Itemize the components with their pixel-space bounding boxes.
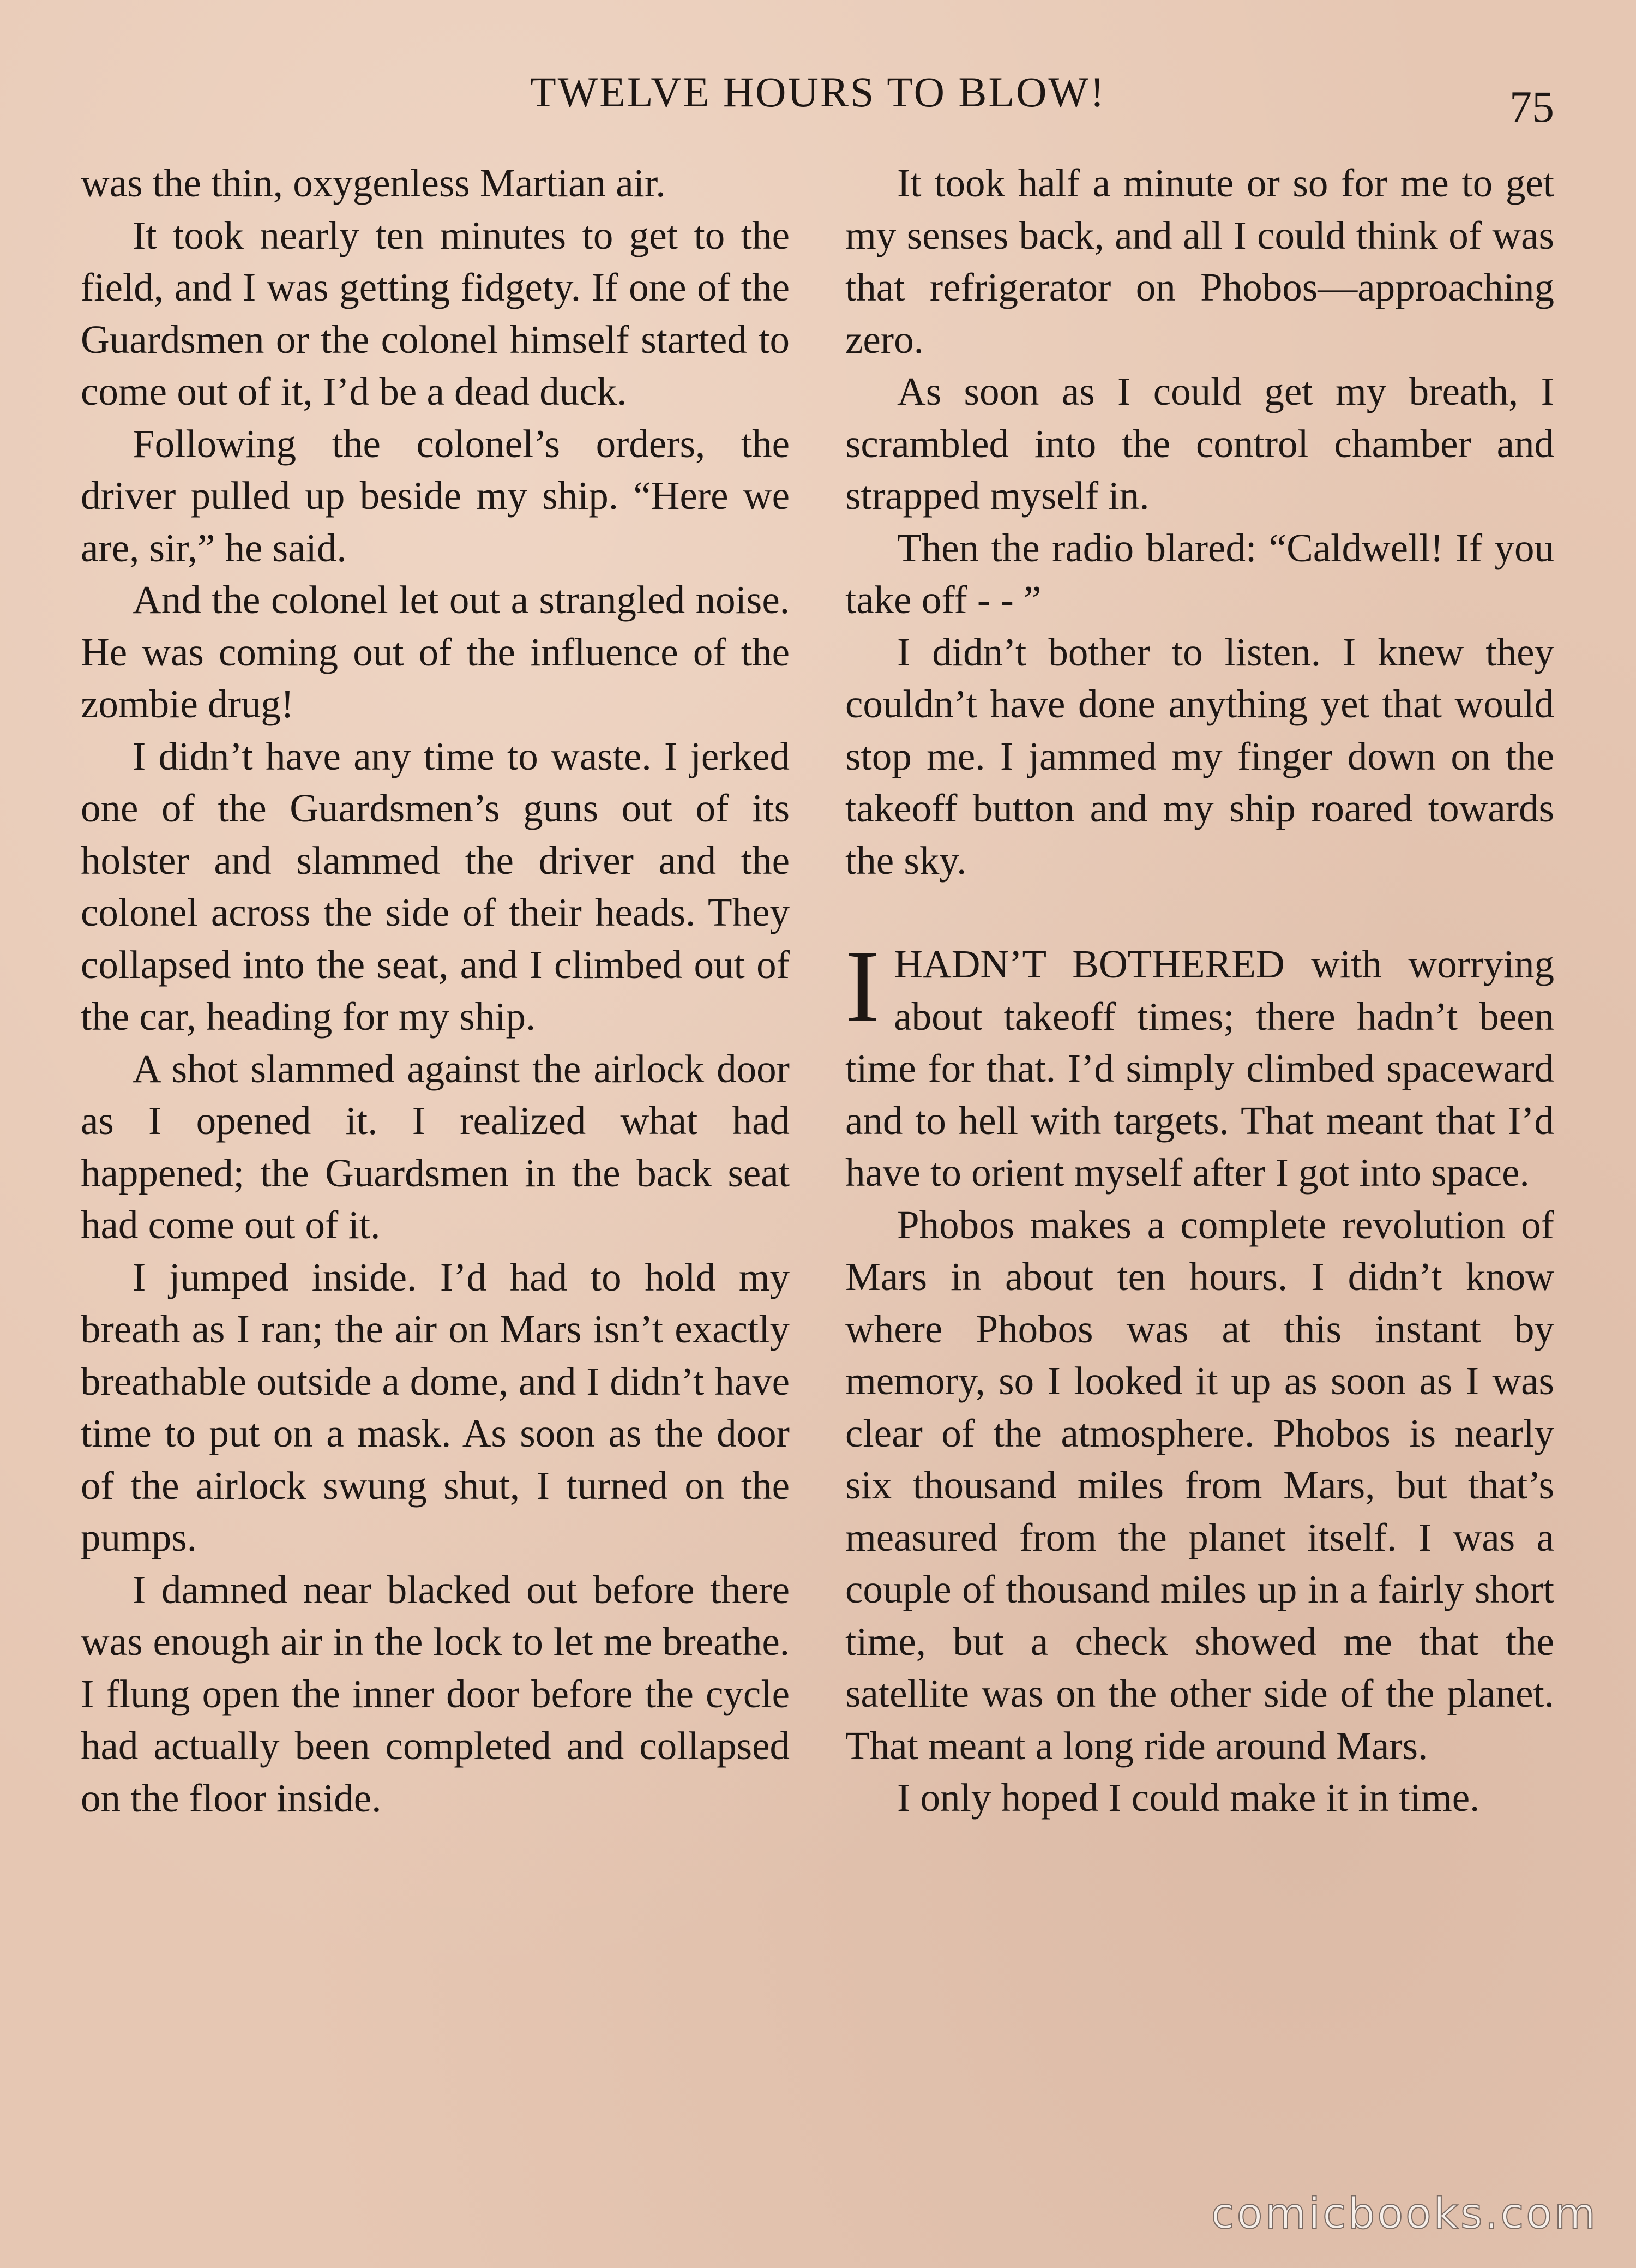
drop-cap: I bbox=[845, 929, 880, 1044]
paragraph: I didn’t bother to listen. I knew they couldn’t have done anything yet that would stop me. I jammed my finger down on the takeoff button and my ship roared towards the sky. bbox=[845, 629, 1554, 883]
site-watermark: comicbooks.com bbox=[1211, 2189, 1598, 2239]
paragraph: It took half a minute or so for me to get my senses back, and all I could think of was that refrigerator on Phobos—approaching zero. bbox=[845, 161, 1554, 362]
paragraph: A shot slammed against the airlock door as I opened it. I realized what had happened; the Guardsmen in the back seat had come out of it. bbox=[81, 1046, 790, 1247]
running-head-title: TWELVE HOURS TO BLOW! bbox=[530, 68, 1106, 116]
right-text-column bbox=[845, 157, 1554, 1824]
left-text-column bbox=[81, 157, 790, 1824]
paragraph: I damned near blacked out before there was enough air in the lock to let me breathe. I flung open the inner door before the cycle had actually been completed and collapsed on the floor inside. bbox=[81, 1567, 790, 1820]
paragraph: Following the colonel’s orders, the driver pulled up beside my ship. “Here we are, sir,” he said. bbox=[81, 421, 790, 570]
paragraph: As soon as I could get my breath, I scrambled into the control chamber and strapped myself in. bbox=[845, 369, 1554, 518]
section-first-paragraph-text: with worrying about takeoff times; there hadn’t been time for that. I’d simply climbed spaceward and to hell with targets. That meant that I’d have to orient myself after I got into space. bbox=[845, 942, 1554, 1195]
paragraph: It took nearly ten minutes to get to the field, and I was getting fidgety. If one of the Guardsmen or the colonel himself started to come out of it, I’d be a dead duck. bbox=[81, 213, 790, 413]
paragraph: Phobos makes a complete revolution of Mars in about ten hours. I didn’t know where Phobos was at this instant by memory, so I looked it up as soon as I was clear of the atmosphere. Phobos is nearly six thousand miles from Mars, but that’s measured from the planet itself. I was a couple of thousand miles up in a fairly short time, but a check showed me that the satellite was on the other side of the planet. That meant a long ride around Mars. bbox=[845, 1202, 1554, 1768]
paragraph: I didn’t have any time to waste. I jerked one of the Guardsmen’s guns out of its holster and slammed the driver and the colonel across the side of their heads. They collapsed into the seat, and I climbed out of the car, heading for my ship. bbox=[81, 734, 790, 1039]
page-number: 75 bbox=[1509, 82, 1554, 131]
section-opening-paragraph bbox=[845, 929, 1554, 1199]
paragraph: Then the radio blared: “Caldwell! If you take off - - ” bbox=[845, 525, 1554, 622]
paragraph: I only hoped I could make it in time. bbox=[897, 1775, 1480, 1820]
section-lead-in: HADN’T BOTHERED bbox=[894, 942, 1285, 986]
paragraph: was the thin, oxygenless Martian air. bbox=[81, 161, 666, 205]
paragraph: I jumped inside. I’d had to hold my breath as I ran; the air on Mars isn’t exactly breathable outside a dome, and I didn’t have time to put on a mask. As soon as the door of the airlock swung shut, I turned on the pumps. bbox=[81, 1255, 790, 1559]
paragraph: And the colonel let out a strangled noise. He was coming out of the influence of the zombie drug! bbox=[81, 578, 790, 726]
